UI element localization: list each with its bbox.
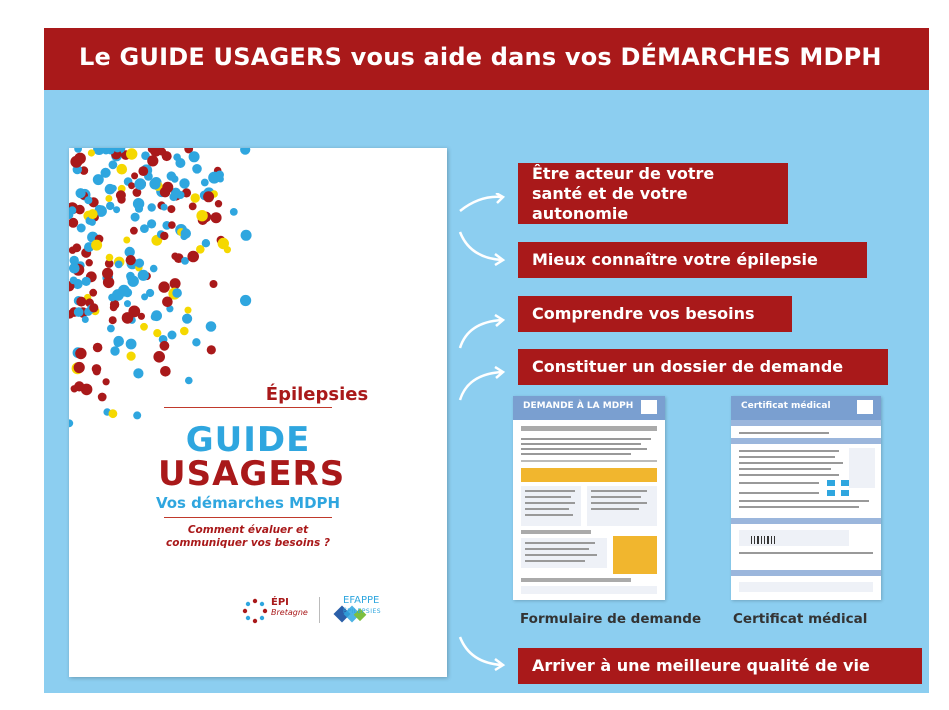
page-header xyxy=(44,28,929,90)
form-content-illustration xyxy=(731,396,881,600)
confetti-dot xyxy=(150,265,158,273)
cover-divider-bottom xyxy=(164,517,332,518)
confetti-dot xyxy=(126,148,137,159)
confetti-dot xyxy=(88,149,95,156)
confetti-dot xyxy=(160,366,171,377)
confetti-dot xyxy=(181,228,191,238)
confetti-dot xyxy=(89,303,98,312)
confetti-dot xyxy=(127,274,136,283)
confetti-dot xyxy=(185,307,192,314)
page-title: Le GUIDE USAGERS vous aide dans vos DÉMARCHES MDPH xyxy=(79,43,882,71)
curved-arrow-icon xyxy=(458,635,508,671)
confetti-dot xyxy=(74,307,84,317)
confetti-dot xyxy=(115,261,123,269)
confetti-dot xyxy=(192,338,200,346)
confetti-dot xyxy=(70,277,78,285)
step-label: Arriver à une meilleure qualité de vie xyxy=(532,656,870,675)
confetti-dot xyxy=(240,148,250,155)
step-understand-needs xyxy=(518,296,792,332)
confetti-dot xyxy=(230,208,238,216)
epi-bretagne-logo-text xyxy=(271,598,308,618)
confetti-dot xyxy=(207,345,216,354)
confetti-dot xyxy=(109,409,118,418)
step-know-epilepsy xyxy=(518,242,867,278)
confetti-dot xyxy=(168,221,176,229)
confetti-dot xyxy=(138,166,148,176)
step-label: Comprendre vos besoins xyxy=(532,304,755,323)
confetti-dot xyxy=(171,175,178,182)
step-health-autonomy xyxy=(518,163,788,224)
confetti-dot xyxy=(169,193,177,201)
form-content-illustration xyxy=(513,396,665,600)
confetti-dot xyxy=(151,310,162,321)
confetti-dot xyxy=(69,419,73,427)
cover-title-usagers: USAGERS xyxy=(158,454,346,494)
confetti-dot xyxy=(98,393,107,402)
curved-arrow-icon xyxy=(458,314,508,350)
step-label: Mieux connaître votre épilepsie xyxy=(532,250,818,269)
confetti-dot xyxy=(196,210,207,221)
confetti-dot xyxy=(105,184,116,195)
confetti-dot xyxy=(126,339,137,350)
confetti-dot xyxy=(211,212,222,223)
confetti-dot xyxy=(128,182,135,189)
request-form-thumbnail xyxy=(513,396,665,600)
efappe-logo-sub: ÉPILEPSIES xyxy=(343,608,382,615)
cover-title-guide: GUIDE xyxy=(185,420,311,460)
confetti-dot xyxy=(215,200,222,207)
form-header-title: DEMANDE À LA MDPH xyxy=(523,401,634,411)
confetti-dot xyxy=(202,239,210,247)
logo-separator xyxy=(319,597,320,623)
confetti-dot xyxy=(134,178,146,190)
confetti-dot xyxy=(240,295,251,306)
epi-logo-name: ÉPI xyxy=(271,597,289,608)
confetti-dot xyxy=(162,182,173,193)
confetti-dot xyxy=(76,297,86,307)
medical-certificate-thumbnail xyxy=(731,396,881,600)
confetti-dot xyxy=(103,378,110,385)
curved-arrow-icon xyxy=(458,193,508,215)
confetti-dot xyxy=(153,351,165,363)
confetti-dot xyxy=(117,164,128,175)
confetti-dot xyxy=(72,243,81,252)
confetti-dot xyxy=(182,314,192,324)
confetti-dot xyxy=(116,190,126,200)
confetti-dot xyxy=(75,348,86,359)
confetti-dot xyxy=(89,219,96,226)
form-caption-certificate: Certificat médical xyxy=(733,611,868,627)
confetti-dot xyxy=(122,312,134,324)
confetti-dot xyxy=(69,263,80,274)
confetti-dot xyxy=(191,193,200,202)
curved-arrow-icon xyxy=(458,230,508,266)
confetti-dot xyxy=(185,377,193,385)
confetti-dot xyxy=(162,297,173,308)
confetti-dot xyxy=(70,156,82,168)
confetti-dot xyxy=(189,151,200,162)
confetti-dot xyxy=(113,206,120,213)
confetti-dot xyxy=(108,294,116,302)
confetti-dot xyxy=(161,204,168,211)
confetti-dot xyxy=(74,362,85,373)
confetti-dot xyxy=(82,277,91,286)
epi-logo-region: Bretagne xyxy=(271,608,308,617)
confetti-dot xyxy=(138,270,149,281)
confetti-dot xyxy=(77,224,86,233)
confetti-dot xyxy=(168,331,177,340)
confetti-dot xyxy=(192,164,202,174)
confetti-dot xyxy=(131,172,138,179)
confetti-dot xyxy=(93,174,104,185)
confetti-dot xyxy=(102,268,113,279)
confetti-dot xyxy=(91,240,102,251)
efappe-logo-text xyxy=(343,596,381,617)
confetti-dot xyxy=(179,178,189,188)
confetti-dot xyxy=(105,195,112,202)
confetti-dot xyxy=(160,232,168,240)
confetti-dot xyxy=(147,155,158,166)
step-label: Constituer un dossier de demande xyxy=(532,357,844,376)
confetti-dot xyxy=(107,325,115,333)
confetti-dot xyxy=(133,411,141,419)
cover-tagline: Comment évaluer et communiquer vos besoins ? xyxy=(166,524,330,549)
confetti-dot xyxy=(175,158,185,168)
epi-bretagne-logo-icon xyxy=(242,598,268,624)
confetti-dot xyxy=(135,259,144,268)
confetti-dot xyxy=(86,259,93,266)
confetti-dot xyxy=(109,160,118,169)
step-quality-of-life xyxy=(518,648,922,684)
confetti-dot xyxy=(76,188,86,198)
cover-subtitle: Vos démarches MDPH xyxy=(155,494,341,512)
confetti-dot xyxy=(124,300,131,307)
confetti-dot xyxy=(126,255,136,265)
confetti-dot xyxy=(89,289,97,297)
confetti-dot xyxy=(106,202,114,210)
confetti-dot xyxy=(84,196,92,204)
confetti-dot xyxy=(69,218,78,228)
confetti-dot xyxy=(93,343,103,353)
confetti-dot xyxy=(133,368,143,378)
confetti-dot xyxy=(141,293,148,300)
confetti-dot xyxy=(75,205,85,215)
confetti-dot xyxy=(203,191,214,202)
confetti-dot xyxy=(92,364,102,374)
confetti-dot xyxy=(189,203,197,211)
confetti-dot xyxy=(140,224,149,233)
confetti-dot xyxy=(133,198,144,209)
confetti-dot xyxy=(171,253,178,260)
curved-arrow-icon xyxy=(458,366,508,402)
confetti-dot xyxy=(130,227,138,235)
confetti-dot xyxy=(170,278,181,289)
form-caption-request: Formulaire de demande xyxy=(520,611,702,627)
confetti-dot xyxy=(167,205,175,213)
confetti-dot xyxy=(110,346,119,355)
confetti-dot xyxy=(210,280,218,288)
confetti-dot xyxy=(158,281,169,292)
step-label: Être acteur de votre santé et de votre autonomie xyxy=(532,163,715,223)
confetti-dot xyxy=(74,148,82,153)
confetti-dot xyxy=(109,316,117,324)
confetti-dot xyxy=(206,321,217,332)
confetti-dot xyxy=(106,254,114,262)
confetti-dot xyxy=(131,213,140,222)
cover-divider-top xyxy=(164,407,332,408)
confetti-dot xyxy=(71,385,78,392)
confetti-dot xyxy=(88,209,98,219)
confetti-dot xyxy=(218,238,229,249)
confetti-dot xyxy=(158,148,166,156)
form-header-title: Certificat médical xyxy=(741,401,831,411)
cover-kicker: Épilepsies xyxy=(265,384,369,405)
confetti-dot xyxy=(140,323,148,331)
confetti-dot xyxy=(187,251,199,263)
confetti-dot xyxy=(149,178,160,189)
confetti-dot xyxy=(201,179,209,187)
efappe-logo-name: EFAPPE xyxy=(343,595,380,606)
step-build-file xyxy=(518,349,888,385)
confetti-dot xyxy=(148,203,156,211)
confetti-dot xyxy=(160,341,170,351)
confetti-dot xyxy=(127,352,136,361)
confetti-dot xyxy=(180,327,189,336)
confetti-dot xyxy=(110,304,118,312)
confetti-dot xyxy=(114,339,122,347)
confetti-dot xyxy=(82,316,89,323)
confetti-dot xyxy=(241,230,252,241)
confetti-dot xyxy=(172,288,182,298)
confetti-dot xyxy=(153,329,161,337)
confetti-dot xyxy=(215,171,224,180)
confetti-dot xyxy=(123,237,130,244)
